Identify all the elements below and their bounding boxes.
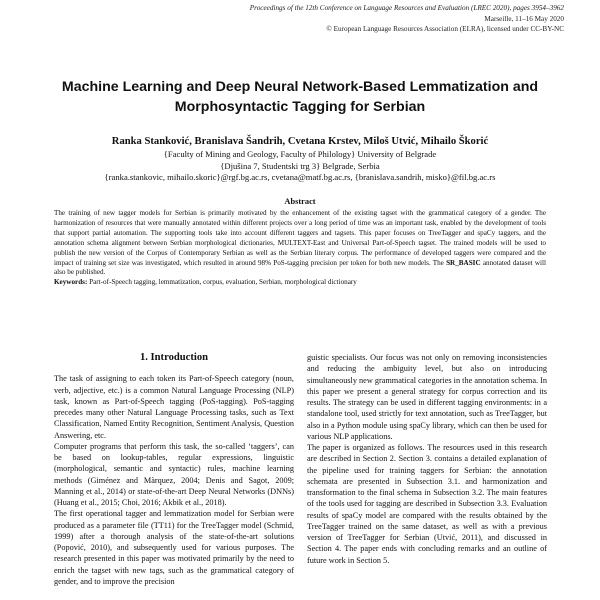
keywords-label: Keywords:	[54, 278, 88, 287]
intro-paragraph-4: guistic specialists. Our focus was not only on removing inconsistencies and reducing the ambiguity level, but also on introducing simultaneously new grammatical categories in the annotation schema. In this paper we present a general strategy for corpus correction and its results. The strategy can be used in different tagging environments: in a standalone tool, used strictly for text annotation, such as TreeTagger, but also in a Python module using spaCy library, which can then be used for various NLP applications.	[307, 353, 547, 441]
title-line-2: Morphosyntactic Tagging for Serbian	[174, 99, 426, 115]
affiliation-emails: {ranka.stankovic, mihailo.skoric}@rgf.bg.ac.rs, cvetana@matf.bg.ac.rs, {branislava.sandrih, misko}@fil.bg.ac.rs	[104, 172, 496, 182]
proceedings-line: Proceedings of the 12th Conference on Language Resources and Evaluation (LREC 2020), pages 3954–3962	[249, 4, 564, 12]
affiliation-institutions: {Faculty of Mining and Geology, Faculty of Philology} University of Belgrade	[163, 149, 437, 159]
introduction-heading: 1. Introduction	[139, 352, 209, 363]
left-column	[54, 352, 294, 587]
abstract-heading: Abstract	[284, 197, 316, 206]
intro-paragraph-5: The paper is organized as follows. The resources used in this research are described in Section 2. Section 3. contains a detailed explanation of the pipeline used for training taggers for Serbian: the annotation schemata are presented in Subsection 3.1. and harmonization and transformation to the final schema in Subsection 3.2. The main features of the tools used for tagging are described in Subsection 3.3. Evaluation results of spaCy model are compared with the results obtained by the TreeTagger trained on the same dataset, as well as with a previous version of TreeTagger for Serbian (Utvić, 2011), and discussed in Section 4. The paper ends with concluding remarks and an outline of future work in Section 5.	[307, 443, 547, 565]
intro-paragraph-2: Computer programs that perform this task, the so-called ‘taggers’, can be based on lookup-tables, regular expressions, linguistic (morphological, semantic and syntactic) rules, machine learning methods (Giménez and Màrquez, 2004; Denis and Sagot, 2009; Manning et al., 2014) or state-of-the-art Deep Neural Networks (DNNs) (Huang et al., 2015; Choi, 2016; Akbik et al., 2018).	[54, 441, 294, 507]
title-line-1: Machine Learning and Deep Neural Network-Based Lemmatization and	[61, 79, 539, 95]
abstract-text: The training of new tagger models for Serbian is primarily motivated by the enhancement of the existing tagset with the grammatical category of a gender. The harmonization of resources that were manually annotated within different projects over a long period of time was an important task, enabled by the development of tools that support partial automation. The supporting tools take into account different taggers and tagsets. This paper focuses on TreeTagger and spaCy taggers, and the annotation schema alignment between Serbian morphological dictionaries, MULTEXT-East and Universal Part-of-Speech tagset. The trained models will be used to publish the new version of the Corpus of Contemporary Serbian as well as the Serbian literary corpus. The performance of developed taggers were compared and the impact of training set size was investigated, which resulted in around 98% PoS-tagging precision per token for both new models. The	[54, 209, 546, 267]
abstract-body	[54, 209, 546, 288]
intro-paragraph-1: The task of assigning to each token its Part-of-Speech category (noun, verb, adjective, etc.) is a common Natural Language Processing (NLP) task, known as Part-of-Speech tagging (PoS-tagging). PoS-tagging precedes many other Natural Language Processing tasks, such as Text Classification, Named Entity Recognition, Sentiment Analysis, Question Answering, etc.	[54, 374, 294, 440]
affiliation-block	[30, 149, 570, 184]
intro-paragraph-3: The first operational tagger and lemmatization model for Serbian were produced as a parameter file (TT11) for the TreeTagger model (Schmid, 1999) after a thorough analysis of the state-of-the-art solutions (Popović, 2010), and subsequently used for various purposes. The research presented in this paper was motivated primarily by the need to enrich the tagset with new tags, such as the grammatical category of gender, and to improve the precision	[54, 509, 294, 586]
license-line: © European Language Resources Association (ELRA), licensed under CC-BY-NC	[326, 25, 564, 33]
paper-title	[40, 77, 560, 117]
keywords-text: Part-of-Speech tagging, lemmatization, corpus, evaluation, Serbian, morphological dictionary	[89, 278, 357, 287]
venue-line: Marseille, 11–16 May 2020	[484, 14, 564, 23]
affiliation-address: {Djušina 7, Studentski trg 3} Belgrade, Serbia	[220, 160, 380, 171]
author-list: Ranka Stanković, Branislava Šandrih, Cvetana Krstev, Miloš Utvić, Mihailo Škorić	[111, 136, 489, 147]
page-header	[234, 3, 564, 35]
right-column	[307, 352, 547, 566]
abstract-text-end: annotated dataset will also be published.	[54, 258, 546, 277]
dataset-name: SR_BASIC	[446, 258, 481, 267]
